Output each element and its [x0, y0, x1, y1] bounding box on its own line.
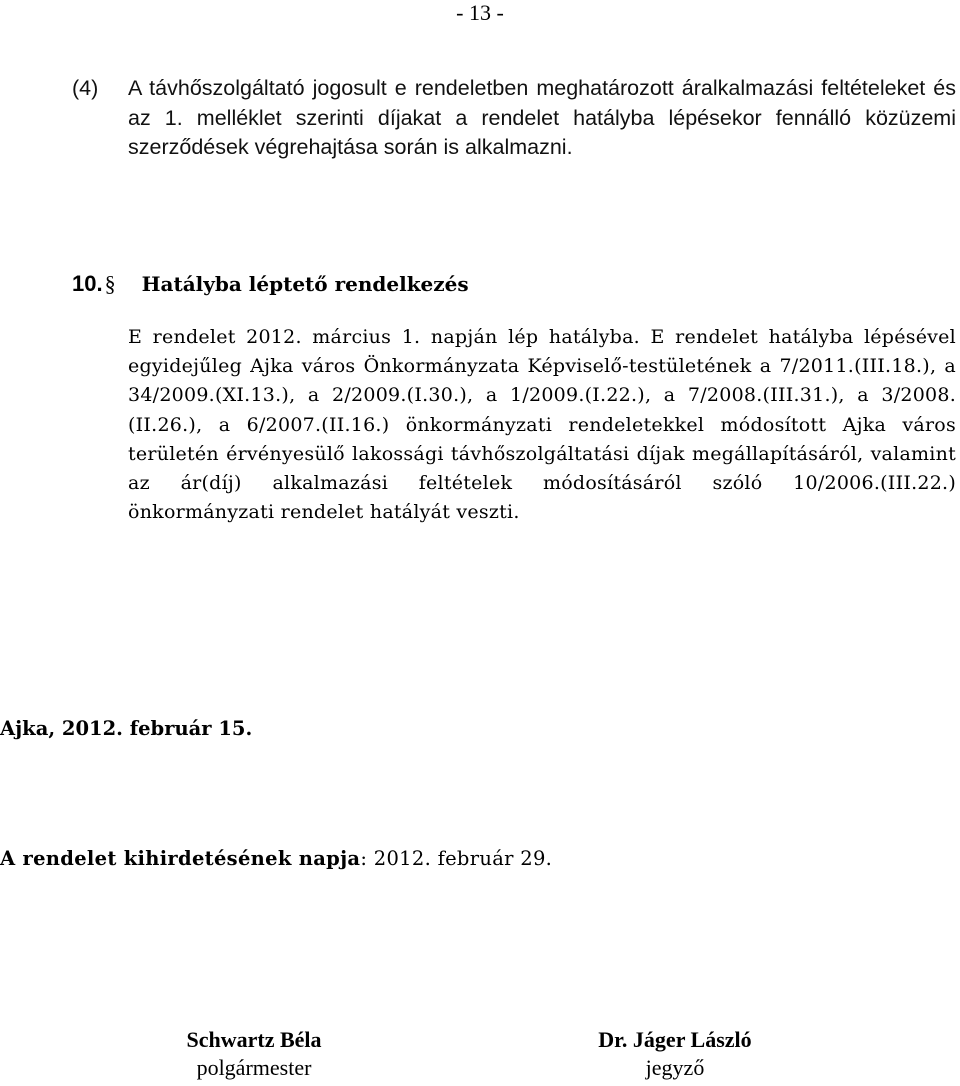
date-line: Ajka, 2012. február 15. [0, 717, 253, 740]
signature-name: Schwartz Béla [186, 1027, 322, 1052]
publication-date: 2012. február 29. [367, 847, 553, 870]
section-body-text: E rendelet 2012. március 1. napján lép hatályba. E rendelet hatályba lépésével egyidejűleg Ajka város Önkormányzata Képviselő-testületének a 7/2011.(III.18.), a 34/2009.(XI.13.), a 2/2009.(I.30.), a 1/2009.(I.22.), a 7/2008.(III.31.), a 3/2008.(II.26.), a 6/2007.(II.16.) önkormányzati rendeletekkel módosított Ajka város területén érvényesülő lakossági távhőszolgáltatási díjak megállapításáról, valamint az ár(díj) alkalmazási feltételek módosításáról szóló 10/2006.(III.22.) önkormányzati rendelet hatályát veszti. [128, 326, 956, 524]
publication-separator: : [360, 847, 368, 870]
signature-role: jegyző [645, 1055, 705, 1080]
paragraph-number: (4) [72, 76, 99, 100]
publication-line [0, 845, 552, 873]
signature-role: polgármester [196, 1055, 312, 1080]
section-sign: § [104, 271, 116, 296]
signature-name: Dr. Jáger László [598, 1027, 752, 1052]
paragraph-text: A távhőszolgáltató jogosult e rendeletben meghatározott áralkalmazási feltételeket és az 1. melléklet szerinti díjakat a rendelet hatályba lépésekor fennálló közüzemi szerződések végrehajtása során is alkalmazni. [128, 76, 956, 159]
section-4-paragraph [72, 74, 956, 163]
signature-notary [560, 1026, 790, 1082]
page-number: - 13 - [456, 0, 504, 25]
publication-label: A rendelet kihirdetésének napja [0, 847, 361, 870]
section-title: Hatályba léptető rendelkezés [141, 272, 469, 296]
signature-mayor [148, 1026, 360, 1082]
section-number: 10. [72, 271, 103, 296]
section-heading [72, 270, 469, 298]
